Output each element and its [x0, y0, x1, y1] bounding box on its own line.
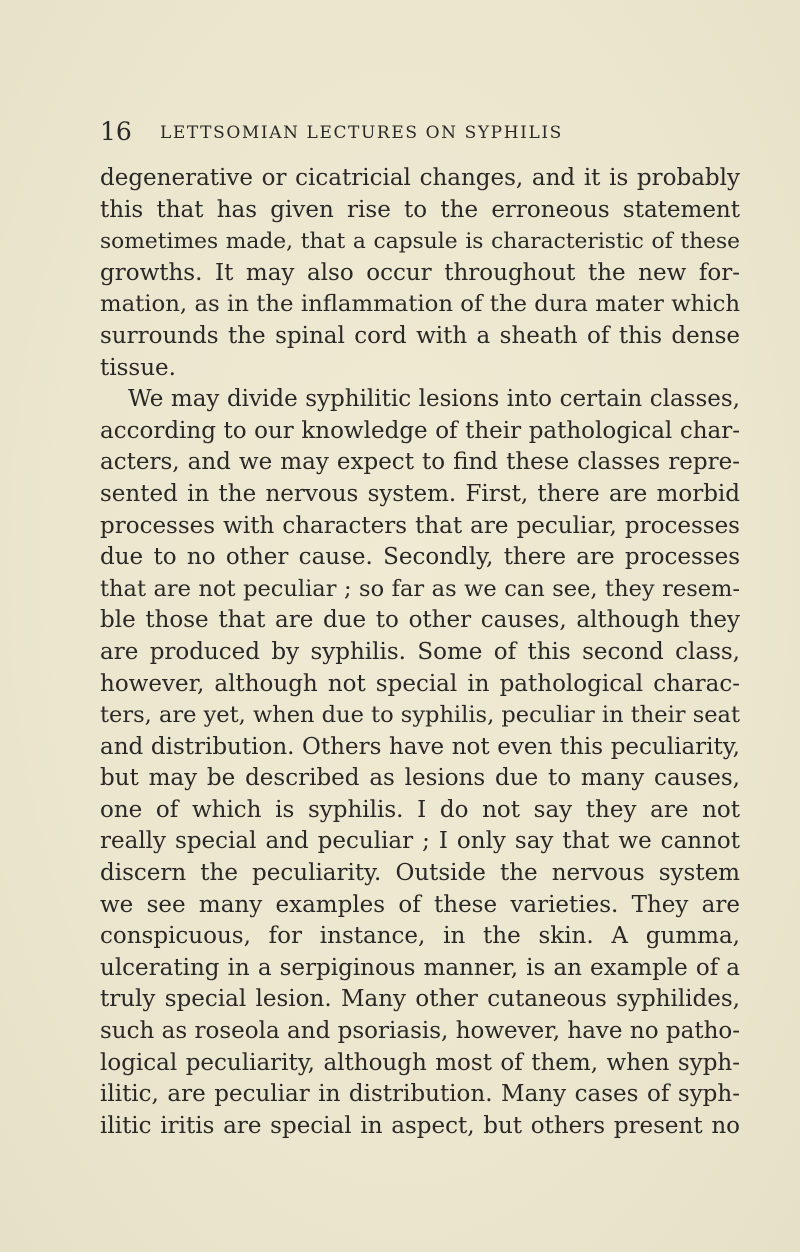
- text-line: one of which is syphilis. I do not say they are not: [100, 796, 740, 823]
- text-line: are produced by syphilis. Some of this second class,: [100, 638, 740, 665]
- text-line: ters, are yet, when due to syphilis, peculiar in their seat: [100, 702, 740, 729]
- text-line: but may be described as lesions due to many causes,: [100, 765, 740, 792]
- text-line: surrounds the spinal cord with a sheath of this dense: [100, 322, 740, 349]
- text-line: however, although not special in pathological charac-: [100, 670, 740, 697]
- text-line: We may divide syphilitic lesions into certain classes,: [128, 386, 740, 413]
- text-line: processes with characters that are peculiar, processes: [100, 512, 740, 539]
- text-line: this that has given rise to the erroneous statement: [100, 196, 740, 223]
- body-text: [100, 163, 740, 1142]
- text-line: sometimes made, that a capsule is characteristic of these: [100, 229, 740, 255]
- text-line: that are not peculiar ; so far as we can see, they resem-: [100, 575, 740, 602]
- text-line: due to no other cause. Secondly, there are processes: [100, 544, 740, 571]
- text-line: sented in the nervous system. First, there are morbid: [100, 480, 740, 507]
- text-line: according to our knowledge of their pathological char-: [100, 417, 740, 444]
- text-line: tissue.: [100, 354, 176, 381]
- page-number: 16: [100, 117, 132, 146]
- running-head: [100, 117, 740, 147]
- text-line: such as roseola and psoriasis, however, have no patho-: [100, 1018, 740, 1045]
- text-line: ulcerating in a serpiginous manner, is an example of a: [100, 954, 740, 981]
- text-line: logical peculiarity, although most of them, when syph-: [100, 1049, 740, 1076]
- text-line: and distribution. Others have not even this peculiarity,: [100, 733, 740, 760]
- text-line: mation, as in the inflammation of the dura mater which: [100, 291, 740, 318]
- running-title: LETTSOMIAN LECTURES ON SYPHILIS: [160, 123, 563, 143]
- text-line: discern the peculiarity. Outside the nervous system: [100, 860, 740, 887]
- text-line: we see many examples of these varieties. They are: [100, 891, 740, 918]
- text-line: really special and peculiar ; I only say that we cannot: [100, 828, 740, 855]
- text-line: ilitic, are peculiar in distribution. Many cases of syph-: [100, 1081, 740, 1108]
- text-line: truly special lesion. Many other cutaneous syphilides,: [100, 986, 740, 1013]
- text-line: ilitic iritis are special in aspect, but others present no: [100, 1112, 740, 1139]
- text-line: conspicuous, for instance, in the skin. A gumma,: [100, 923, 740, 950]
- text-line: degenerative or cicatricial changes, and it is probably: [100, 165, 740, 191]
- text-line: acters, and we may expect to find these classes repre-: [100, 449, 740, 476]
- text-line: growths. It may also occur throughout the new for-: [100, 259, 740, 286]
- text-line: ble those that are due to other causes, although they: [100, 607, 740, 634]
